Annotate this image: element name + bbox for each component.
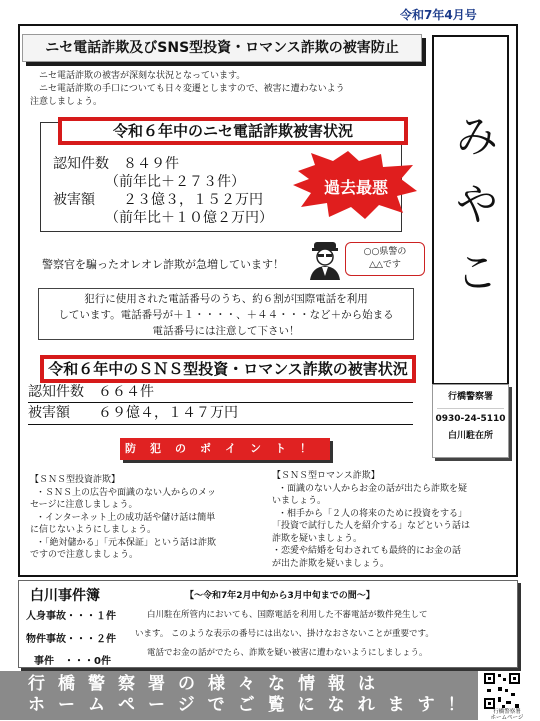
tip-line: ・インターネット上の成功話や儲け話は簡単 [36,512,216,523]
romance-fraud-tips [272,470,502,570]
count-line: 認知件数 ８４９件 [53,156,179,172]
qr-caption-line: ホームページ [490,715,524,721]
section1-heading: 令和６年中のニセ電話詐欺被害状況 [58,117,408,145]
case-item: 事件 ・・・0件 [34,656,111,667]
station-name: 行橋警察署 [447,392,493,402]
loss-line: 被害額 ６９億４，１４７万円 [28,405,238,421]
intro-text [30,70,420,109]
count-change: （前年比＋２７３件） [105,174,245,190]
bubble-line: ○○県警の [363,247,407,257]
case-book-body [135,606,515,663]
case-item: 人身事故・・・１件 [26,611,116,622]
footer-line: 行橋警察署の様々な情報は [28,674,388,694]
case-book-period: 【～令和7年2月中旬から3月中旬までの間～】 [185,591,375,601]
crime-prevention-banner: 防犯のポイント！ [120,438,330,460]
tip-line: 【ＳＮＳ型投資詐欺】 [30,475,121,485]
section2-stats [28,383,418,421]
speech-bubble [345,242,425,276]
tip-line: が出た詐欺を疑いましょう。 [272,558,390,569]
tip-line: ・相手から「２人の将来のために投資をする」 [278,508,468,519]
section2-heading: 令和６年中のＳＮＳ型投資・ロマンス詐欺の被害状況 [40,355,416,383]
notice-line: 電話番号には注意して下さい！ [152,325,300,337]
loss-line: 被害額 ２３億３，１５２万円 [53,192,263,208]
case-item: 物件事故・・・２件 [26,634,116,645]
case-line: 白川駐在所管内においても、国際電話を利用した不審電話が数件発生して [147,610,428,620]
qr-code-icon[interactable] [482,671,522,711]
tip-line: ・「絶対儲かる」「元本保証」という話は詐欺 [36,537,217,548]
footer-line: ホームページでご覧になれます！ [28,695,478,715]
intl-call-notice [38,288,414,340]
qr-caption-line: 行橋警察署 [493,709,521,715]
tip-line: に信じないようにしましょう。 [30,525,157,535]
investment-fraud-tips [30,474,260,562]
bubble-line: △△です [369,260,401,270]
burst-badge [293,151,418,219]
notice-line: しています。電話番号が＋１・・・・、＋４４・・・など＋から始まる [58,309,394,321]
tip-line: 「投資で試行した人を紹介する」などという話は [272,521,471,531]
tip-line: 詐欺を疑いましょう。 [272,533,363,544]
masthead-title: みやこ [447,113,498,317]
notice-line: 犯行に使用された電話番号のうち、約６割が国際電話を利用 [84,293,368,305]
qr-caption [478,709,536,721]
loss-change: （前年比＋１０億２万円） [105,210,273,226]
footer-banner [0,671,478,720]
burst-text: 過去最悪 [323,178,389,197]
case-book-title: 白川事件簿 [30,588,100,604]
officer-icon [308,240,342,280]
station-branch: 白川駐在所 [447,431,493,441]
divider [28,424,413,425]
tip-line: ですので注意しましょう。 [30,550,139,560]
issue-date: 令和7年4月号 [400,8,477,22]
page-title: ニセ電話詐欺及びSNS型投資・ロマンス詐欺の被害防止 [22,34,422,62]
count-line: 認知件数 ６６４件 [28,384,154,400]
station-phone: 0930-24-5110 [435,414,506,424]
case-line: います。 このような表示の番号には出ない、掛けなおさないことが重要です。 [135,629,434,639]
police-warning: 警察官を騙ったオレオレ詐欺が急増しています！ [42,258,284,271]
tip-line: いましょう。 [272,496,327,506]
intro-line: ニセ電話詐欺の被害が深刻な状況となっています。 [39,71,246,81]
masthead-box [432,35,509,385]
station-card [432,384,509,458]
intro-line: 注意しましょう。 [30,97,103,107]
tip-line: ・ＳＮＳ上の広告や面識のない人からのメッ [36,487,217,498]
tip-line: 【ＳＮＳ型ロマンス詐欺】 [272,471,380,481]
tip-line: セージに注意しましょう。 [30,500,138,510]
tip-line: ・恋愛や結婚を匂わされても最終的にお金の話 [272,546,462,556]
intro-line: ニセ電話詐欺の手口についても日々変遷としますので、被害に遭わないよう [39,84,345,94]
tip-line: ・面識のない人からお金の話が出たら詐欺を疑 [278,483,468,494]
case-line: 電話でお金の話がでたら、詐欺を疑い被害に遭わないようにしましょう。 [147,648,428,658]
